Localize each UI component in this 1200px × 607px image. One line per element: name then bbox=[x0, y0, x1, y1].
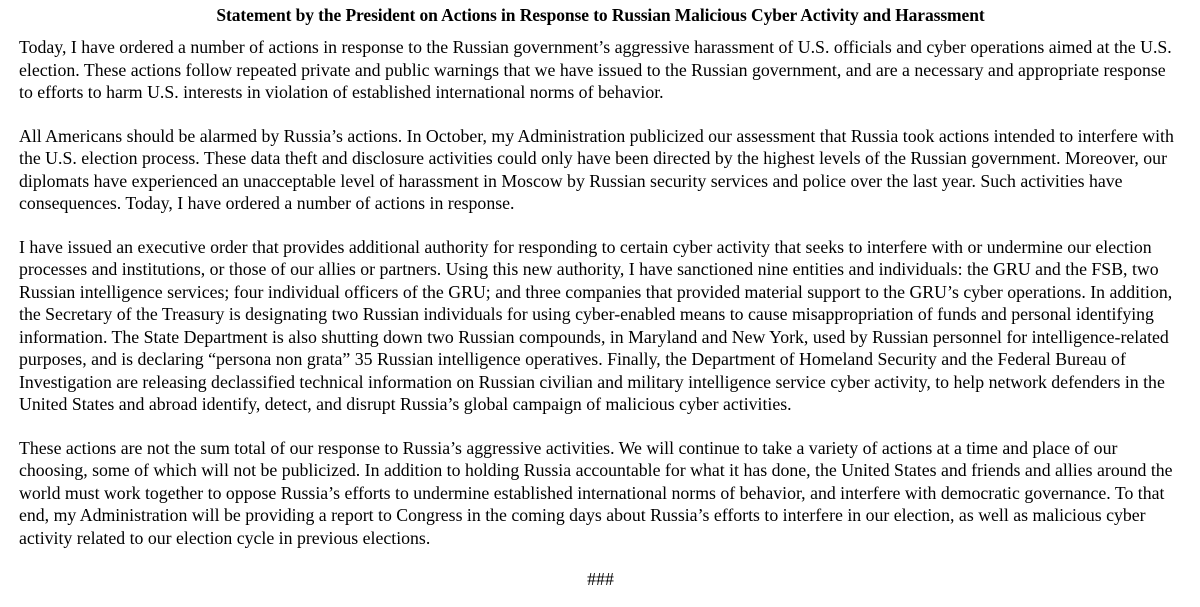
end-mark: ### bbox=[587, 569, 614, 589]
paragraph-executive-order: I have issued an executive order that provides additional authority for responding to certain cyber activity that seeks to interfere with or undermine our election processes and institutions, or those of our allies or partners. Using this new authority, I have sanctioned nine entities and individuals: the GRU and the FSB, two Russian intelligence services; four individual officers of the GRU; and three companies that provided material support to the GRU’s cyber operations. In addition, the Secretary of the Treasury is designating two Russian individuals for using cyber-enabled means to cause misappropriation of funds and personal identifying information. The State Department is also shutting down two Russian compounds, in Maryland and New York, used by Russian personnel for intelligence-related purposes, and is declaring “persona non grata” 35 Russian intelligence operatives. Finally, the Department of Homeland Security and the Federal Bureau of Investigation are releasing declassified technical information on Russian civilian and military intelligence service cyber activity, to help network defenders in the United States and abroad identify, detect, and disrupt Russia’s global campaign of malicious cyber activities. bbox=[19, 236, 1173, 414]
statement-title: Statement by the President on Actions in Response to Russian Malicious Cyber Activity and Harassment bbox=[216, 5, 985, 25]
paragraph-russia-actions: All Americans should be alarmed by Russia’s actions. In October, my Administration publicized our assessment that Russia took actions intended to interfere with the U.S. election process. These data theft and disclosure activities could only have been directed by the highest levels of the Russian government. Moreover, our diplomats have experienced an unacceptable level of harassment in Moscow by Russian security services and police over the last year. Such activities have consequences. Today, I have ordered a number of actions in response. bbox=[19, 125, 1174, 213]
paragraph-intro: Today, I have ordered a number of actions in response to the Russian government’s aggressive harassment of U.S. officials and cyber operations aimed at the U.S. election. These actions follow repeated private and public warnings that we have issued to the Russian government, and are a necessary and appropriate response to efforts to harm U.S. interests in violation of established international norms of behavior. bbox=[19, 37, 1172, 102]
paragraph-continued-response: These actions are not the sum total of our response to Russia’s aggressive activities. We will continue to take a variety of actions at a time and place of our choosing, some of which will not be publicized. In addition to holding Russia accountable for what it has done, the United States and friends and allies around the world must work together to oppose Russia’s efforts to undermine established international norms of behavior, and interfere with democratic governance. To that end, my Administration will be providing a report to Congress in the coming days about Russia’s efforts to interfere in our election, as well as malicious cyber activity related to our election cycle in previous elections. bbox=[19, 437, 1173, 548]
